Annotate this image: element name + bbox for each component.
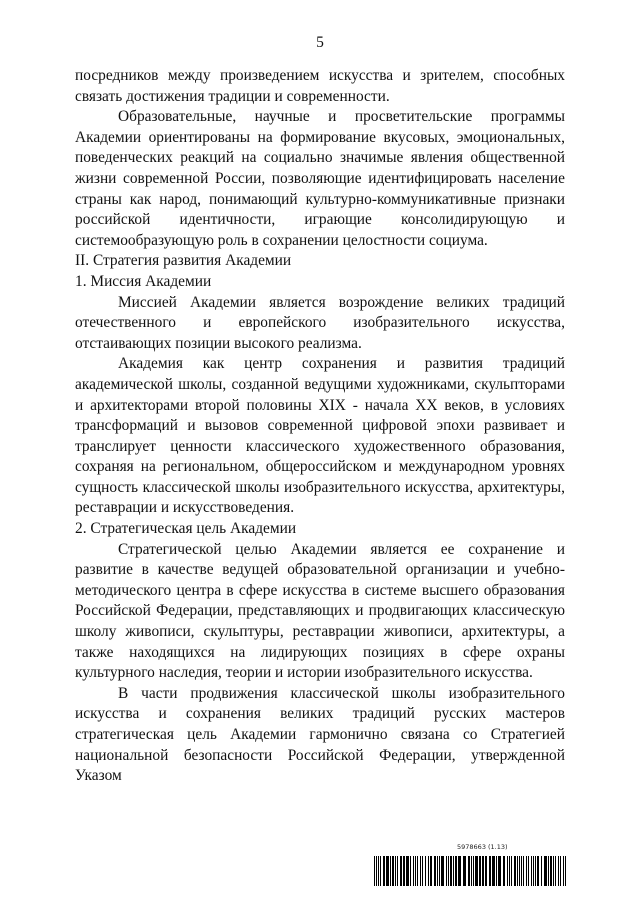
barcode-bar — [439, 856, 440, 886]
barcode-bar — [422, 856, 423, 886]
barcode-bar — [428, 856, 429, 886]
barcode-bar — [463, 856, 466, 886]
barcode-bar — [507, 856, 508, 886]
barcode-bar — [558, 856, 559, 886]
barcode-bar — [479, 856, 481, 886]
barcode-bar — [471, 856, 472, 886]
barcode-bar — [468, 856, 470, 886]
barcode-bar — [531, 856, 532, 886]
barcode-bar — [553, 856, 554, 886]
barcode-bar — [475, 856, 478, 886]
barcode-bar — [517, 856, 518, 886]
barcode-bar — [548, 856, 549, 886]
barcode-bar — [374, 856, 375, 886]
barcode-bar — [498, 856, 501, 886]
barcode-bar — [415, 856, 416, 886]
barcode-bar — [555, 856, 556, 886]
barcode-bar — [425, 856, 426, 886]
barcode-bar — [430, 856, 432, 886]
barcode-bar — [509, 856, 510, 886]
barcode-bar — [514, 856, 516, 886]
barcode-bar — [533, 856, 534, 886]
barcode-bar — [560, 856, 561, 886]
barcode-number: 5978663 (1.13) — [457, 843, 508, 851]
page-number: 5 — [316, 34, 324, 51]
barcode-bar — [523, 856, 524, 886]
barcode-bar — [386, 856, 389, 886]
barcode-bar — [565, 856, 566, 886]
barcode-image — [374, 856, 566, 886]
barcode-bar — [417, 856, 418, 886]
barcode-bar — [526, 856, 527, 886]
barcode-bar — [521, 856, 522, 886]
barcode-bar — [485, 856, 487, 886]
barcode-bar — [450, 856, 452, 886]
barcode-bar — [380, 856, 381, 886]
paragraph: посредников между произведением искусства и зрителем, способных связать достижения традиции и современности. — [75, 67, 565, 105]
barcode-bar — [550, 856, 552, 886]
barcode-bar — [511, 856, 512, 886]
barcode-bar — [455, 856, 457, 886]
barcode-bar — [473, 856, 474, 886]
barcode-bar — [492, 856, 495, 886]
barcode-bar — [446, 856, 447, 886]
barcode-bar — [397, 856, 398, 886]
paragraph: Стратегической целью Академии является ее сохранение и развитие в качестве ведущей образовательной организации и учебно-методического центра в сфере искусства в системе высшего образования Российской Федерации, представляющих и продвигающих классическую школу живописи, скульптуры, реставрации живописи, архитектуры, а также находящихся на лидирующих позициях в сфере охраны культурного наследия, теории и истории изобразительного искусства. — [75, 540, 565, 682]
barcode-bar — [544, 856, 547, 886]
barcode-bar — [453, 856, 454, 886]
barcode-bar — [378, 856, 379, 886]
subsection-heading-goal: 2. Стратегическая цель Академии — [75, 520, 297, 538]
barcode-bar — [503, 856, 505, 886]
barcode-bar — [441, 856, 444, 886]
barcode-bar — [383, 856, 385, 886]
section-heading: II. Стратегия развития Академии — [75, 252, 292, 270]
barcode-bar — [541, 856, 542, 886]
barcode-bar — [482, 856, 484, 886]
barcode-bar — [489, 856, 491, 886]
barcode-bar — [563, 856, 564, 886]
barcode-bar — [537, 856, 539, 886]
document-body — [75, 66, 565, 787]
barcode-bar — [519, 856, 520, 886]
barcode-bar — [390, 856, 391, 886]
paragraph: Академия как центр сохранения и развития традиций академической школы, созданной ведущими художниками, скульпторами и архитекторами второй половины XIX - начала XX веков, в условиях трансформаций и вызовов современной цифровой эпохи развивает и транслирует ценности классического художественного образования, сохраняя на региональном, общероссийском и международном уровнях сущность классической школы изобразительного искусства, архитектуры, реставрации и искусствоведения. — [75, 355, 565, 517]
paragraph: Миссией Академии является возрождение великих традиций отечественного и европейского изобразительного искусства, отстаивающих позиции высокого реализма. — [75, 293, 565, 352]
paragraph: Образовательные, научные и просветительские программы Академии ориентированы на формирование вкусовых, эмоциональных, поведенческих реакций на социально значимые явления общественной жизни современной России, позволяющие идентифицировать население страны как народ, понимающий культурно-коммуникативные признаки российской идентичности, играющие консолидирующую и системообразующую роль в сохранении целостности социума. — [75, 108, 565, 249]
barcode-bar — [410, 856, 411, 886]
barcode-bar — [448, 856, 449, 886]
barcode-bar — [400, 856, 402, 886]
barcode-bar — [420, 856, 421, 886]
subsection-heading-mission: 1. Миссия Академии — [75, 272, 212, 290]
barcode-bar — [496, 856, 497, 886]
barcode-bar — [528, 856, 529, 886]
barcode-bar — [413, 856, 414, 886]
barcode-bar — [392, 856, 394, 886]
barcode-bar — [535, 856, 536, 886]
barcode-bar — [437, 856, 438, 886]
paragraph: В части продвижения классической школы изобразительного искусства и сохранения великих традиций русских мастеров стратегическая цель Академии гармонично связана со Стратегией национальной безопасности Российской Федерации, утвержденной Указом — [75, 684, 565, 785]
barcode-bar — [434, 856, 436, 886]
barcode-bar — [458, 856, 461, 886]
barcode-bar — [376, 856, 377, 886]
barcode-bar — [406, 856, 409, 886]
barcode-bar — [403, 856, 405, 886]
barcode-bar — [395, 856, 396, 886]
